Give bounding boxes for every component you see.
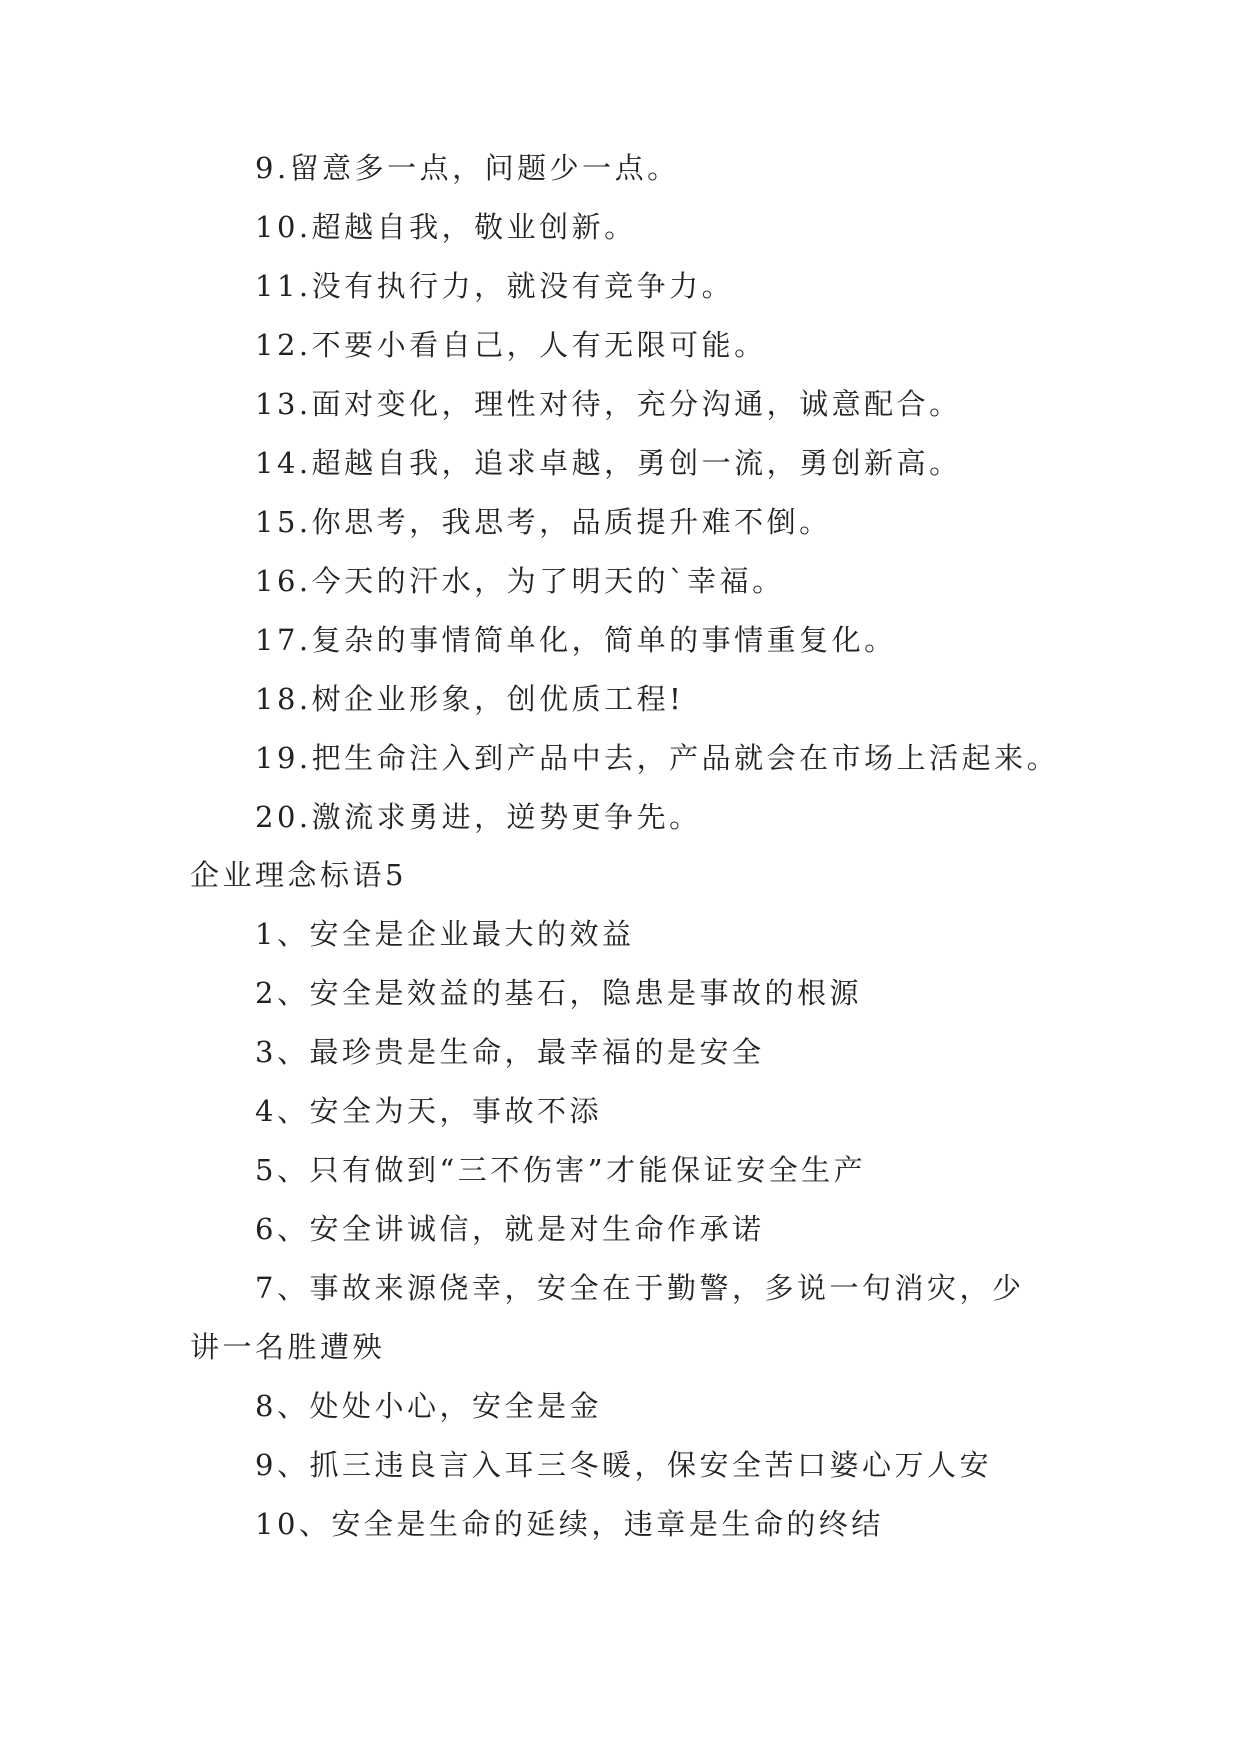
slogan-line: 14.超越自我，追求卓越，勇创一流，勇创新高。 — [255, 446, 962, 480]
slogan-line: 10.超越自我，敬业创新。 — [255, 210, 637, 244]
slogan-line: 9、抓三违良言入耳三冬暖，保安全苦口婆心万人安 — [255, 1448, 992, 1482]
slogan-line: 15.你思考，我思考，品质提升难不倒。 — [255, 505, 832, 539]
slogan-line-continuation: 讲一名胜遭殃 — [190, 1330, 386, 1364]
slogan-line: 7、事故来源侥幸，安全在于勤警，多说一句消灾，少 — [255, 1271, 1025, 1305]
slogan-line: 5、只有做到“三不伤害”才能保证安全生产 — [255, 1153, 867, 1187]
slogan-line: 17.复杂的事情简单化，简单的事情重复化。 — [255, 623, 897, 657]
slogan-line: 19.把生命注入到产品中去，产品就会在市场上活起来。 — [255, 741, 1060, 775]
slogan-line: 20.激流求勇进，逆势更争先。 — [255, 800, 702, 834]
slogan-line: 16.今天的汗水，为了明天的`幸福。 — [255, 564, 785, 598]
slogan-line: 9.留意多一点，问题少一点。 — [255, 151, 680, 185]
slogan-line: 8、处处小心，安全是金 — [255, 1389, 602, 1423]
slogan-line: 18.树企业形象，创优质工程! — [255, 682, 685, 716]
slogan-line: 11.没有执行力，就没有竞争力。 — [255, 269, 735, 303]
slogan-line: 13.面对变化，理性对待，充分沟通，诚意配合。 — [255, 387, 962, 421]
slogan-line: 10、安全是生命的延续，违章是生命的终结 — [255, 1507, 884, 1541]
slogan-line: 2、安全是效益的基石，隐患是事故的根源 — [255, 976, 862, 1010]
slogan-line: 1、安全是企业最大的效益 — [255, 917, 635, 951]
slogan-line: 6、安全讲诚信，就是对生命作承诺 — [255, 1212, 765, 1246]
slogan-line: 3、最珍贵是生命，最幸福的是安全 — [255, 1035, 765, 1069]
section-heading: 企业理念标语5 — [190, 858, 407, 892]
slogan-line: 12.不要小看自己，人有无限可能。 — [255, 328, 767, 362]
slogan-line: 4、安全为天，事故不添 — [255, 1094, 602, 1128]
